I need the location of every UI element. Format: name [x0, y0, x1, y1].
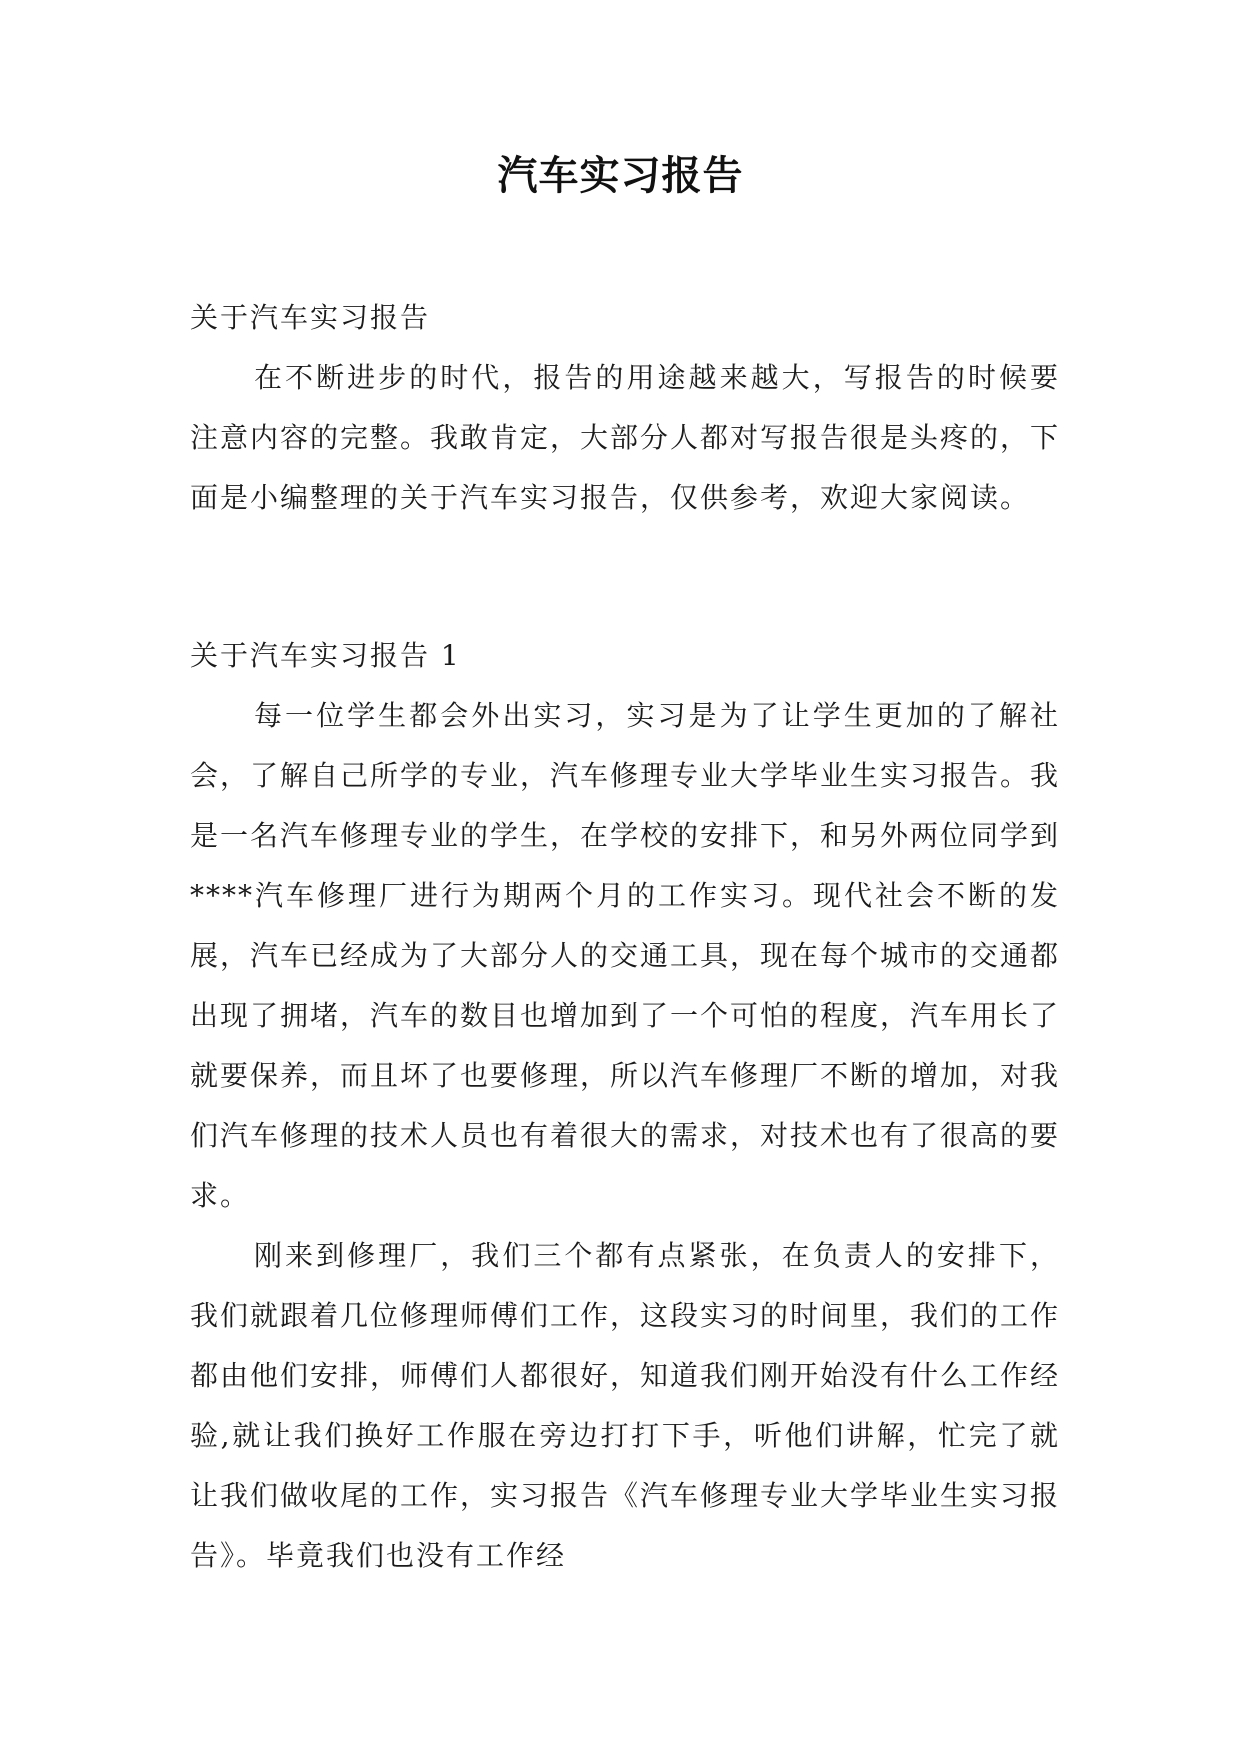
section-spacer	[190, 528, 1060, 626]
intro-heading: 关于汽车实习报告	[190, 301, 431, 334]
document-body	[190, 288, 1060, 1586]
intro-paragraph: 在不断进步的时代，报告的用途越来越大，写报告的时候要注意内容的完整。我敢肯定，大部分人都对写报告很是头疼的，下面是小编整理的关于汽车实习报告，仅供参考，欢迎大家阅读。	[190, 361, 1061, 514]
section-1-heading: 关于汽车实习报告 1	[190, 639, 461, 672]
document-title: 汽车实习报告	[497, 153, 744, 199]
section-1-paragraph-1: 每一位学生都会外出实习，实习是为了让学生更加的了解社会，了解自己所学的专业，汽车修理专业大学毕业生实习报告。我是一名汽车修理专业的学生，在学校的安排下，和另外两位同学到****汽车修理厂进行为期两个月的工作实习。现代社会不断的发展，汽车已经成为了大部分人的交通工具，现在每个城市的交通都出现了拥堵，汽车的数目也增加到了一个可怕的程度，汽车用长了就要保养，而且坏了也要修理，所以汽车修理厂不断的增加，对我们汽车修理的技术人员也有着很大的需求，对技术也有了很高的要求。	[190, 699, 1061, 1212]
section-1-paragraph-2: 刚来到修理厂，我们三个都有点紧张，在负责人的安排下，我们就跟着几位修理师傅们工作，这段实习的时间里，我们的工作都由他们安排，师傅们人都很好，知道我们刚开始没有什么工作经验,就让我们换好工作服在旁边打打下手，听他们讲解，忙完了就让我们做收尾的工作，实习报告《汽车修理专业大学毕业生实习报告》。毕竟我们也没有工作经	[190, 1239, 1061, 1572]
